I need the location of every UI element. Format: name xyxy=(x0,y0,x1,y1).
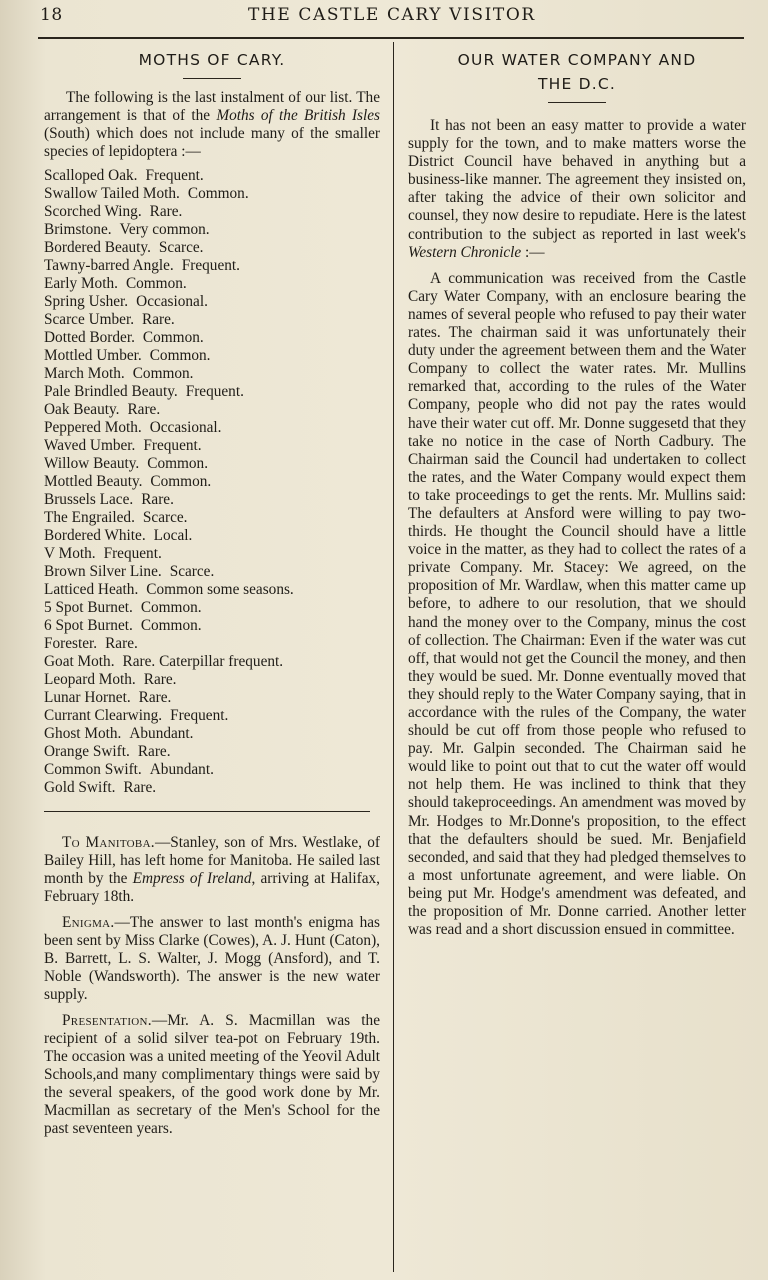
moth-status: Rare. xyxy=(143,671,177,688)
moth-status: Common. xyxy=(149,347,211,364)
moth-name: Scorched Wing. xyxy=(44,203,142,220)
moth-name: Tawny-barred Angle. xyxy=(44,257,174,274)
water-title-rule xyxy=(548,102,606,103)
moth-name: V Moth. xyxy=(44,545,96,562)
moth-status: Frequent. xyxy=(145,167,204,184)
moth-name: 6 Spot Burnet. xyxy=(44,617,133,634)
water-title-line1: OUR WATER COMPANY AND xyxy=(457,51,697,69)
moth-name: Bordered White. xyxy=(44,527,146,544)
moth-name: Mottled Beauty. xyxy=(44,473,143,490)
moth-status: Common. xyxy=(147,455,209,472)
moth-name: Leopard Moth. xyxy=(44,671,136,688)
right-column xyxy=(408,48,746,939)
moth-name: Oak Beauty. xyxy=(44,401,120,418)
moth-status: Rare. xyxy=(137,743,171,760)
moth-name: Brown Silver Line. xyxy=(44,563,162,580)
moth-name: Early Moth. xyxy=(44,275,118,292)
moth-list-item xyxy=(44,401,380,419)
moth-name: Lunar Hornet. xyxy=(44,689,131,706)
moth-status: Rare. xyxy=(142,311,175,328)
moth-list-item xyxy=(44,527,380,545)
moth-name: Ghost Moth. xyxy=(44,725,122,742)
moth-list-item xyxy=(44,455,380,473)
moth-status: Rare. xyxy=(141,491,174,508)
moth-name: Swallow Tailed Moth. xyxy=(44,185,180,202)
moth-list-item xyxy=(44,257,380,275)
moth-list-item xyxy=(44,635,380,653)
moth-status: Very common. xyxy=(119,221,210,238)
moth-list-item xyxy=(44,239,380,257)
moths-title-rule xyxy=(183,78,241,79)
moth-list-item xyxy=(44,599,380,617)
note-head: Presentation. xyxy=(62,1012,152,1029)
moth-status: Rare. xyxy=(123,779,157,796)
moth-list-item xyxy=(44,743,380,761)
moth-name: Bordered Beauty. xyxy=(44,239,151,256)
moth-list-item xyxy=(44,437,380,455)
moth-list-item xyxy=(44,581,380,599)
moth-list-item xyxy=(44,491,380,509)
moths-list xyxy=(44,167,380,797)
moth-status: Rare. xyxy=(149,203,183,220)
moth-name: Gold Swift. xyxy=(44,779,116,796)
moth-name: Goat Moth. xyxy=(44,653,115,670)
moth-status: Rare. xyxy=(127,401,161,418)
note-head: To Manitoba. xyxy=(62,834,155,851)
moth-name: Scarce Umber. xyxy=(44,311,135,328)
moth-name: The Engrailed. xyxy=(44,509,135,526)
moth-list-item xyxy=(44,653,380,671)
moth-list-item xyxy=(44,221,380,239)
moth-status: Scarce. xyxy=(158,239,204,256)
moth-name: March Moth. xyxy=(44,365,125,382)
moth-name: Peppered Moth. xyxy=(44,419,142,436)
moth-name: Currant Clearwing. xyxy=(44,707,163,724)
moth-name: Common Swift. xyxy=(44,761,142,778)
moth-name: Spring Usher. xyxy=(44,293,129,310)
moth-list-item xyxy=(44,347,380,365)
moth-name: Willow Beauty. xyxy=(44,455,140,472)
moth-name: 5 Spot Burnet. xyxy=(44,599,133,616)
running-title: THE CASTLE CARY VISITOR xyxy=(248,5,536,25)
moth-list-item xyxy=(44,203,380,221)
moth-status: Common. xyxy=(140,599,202,616)
moth-list-item xyxy=(44,761,380,779)
moth-name: Brussels Lace. xyxy=(44,491,134,508)
water-title-line2: THE D.C. xyxy=(537,75,617,93)
moth-list-item xyxy=(44,617,380,635)
moth-status: Rare. Caterpillar frequent. xyxy=(122,653,284,670)
moth-name: Orange Swift. xyxy=(44,743,130,760)
moth-status: Frequent. xyxy=(103,545,162,562)
water-title xyxy=(408,48,746,96)
moth-list-item xyxy=(44,509,380,527)
water-paragraph-1: It has not been an easy matter to provide a water supply for the town, and to make matters worse the District Council have behaved in anything but a business-like manner. The agreement they insisted on, after taking the advice of their own solicitor and counsel, they now desire to repudiate. Here is the latest contribution to the subject as reported in last week's Western Chronicle :— xyxy=(408,117,746,261)
moth-list-item xyxy=(44,275,380,293)
moth-status: Common some seasons. xyxy=(146,581,294,598)
column-divider xyxy=(393,42,394,1272)
note-presentation: Presentation.—Mr. A. S. Macmillan was the recipient of a solid silver tea-pot on February 19th. The occasion was a united meeting of the Yeovil Adult Schools,and many complimentary things were said by the several speakers, of the good work done by Mr. Macmillan as secretary of the Men's School for the past seventeen years. xyxy=(44,1012,380,1137)
moth-status: Local. xyxy=(153,527,193,544)
moth-status: Abundant. xyxy=(129,725,194,742)
moth-list-item xyxy=(44,383,380,401)
moth-status: Frequent. xyxy=(170,707,229,724)
moth-status: Common. xyxy=(142,329,204,346)
moth-status: Common. xyxy=(125,275,187,292)
moth-list-item xyxy=(44,311,380,329)
left-column xyxy=(44,48,380,1146)
moth-list-item xyxy=(44,707,380,725)
moth-list-item xyxy=(44,473,380,491)
note-manitoba: To Manitoba.—Stanley, son of Mrs. Westlake, of Bailey Hill, has left home for Manitoba. He sailed last month by the Empress of Ireland, arriving at Halifax, February 18th. xyxy=(44,834,380,905)
moth-status: Common. xyxy=(150,473,212,490)
moth-status: Frequent. xyxy=(185,383,244,400)
moths-title: MOTHS OF CARY. xyxy=(138,51,286,69)
moth-list-item xyxy=(44,167,380,185)
moth-status: Scarce. xyxy=(169,563,215,580)
water-paragraph-2: A communication was received from the Castle Cary Water Company, with an enclosure bearing the names of several people who refused to pay their water rates. The chairman said it was unfortunately their duty under the agreement between them and the Water Company to collect the water rates. Mr. Mullins remarked that, according to the rules of the Water Company, people who did not pay the rates would have their water cut off. Mr. Donne suggesetd that they take no notice in the case of North Cadbury. The Chairman said the Council had undertaken to collect the rates, and the Water Company would expect them to take proceedings to get the rents. Mr. Mullins said: The defaulters at Ansford were willing to pay two-thirds. He thought the Council should have a little voice in the matter, as they had to collect the rates of a private Company. Mr. Stacey: We agreed, on the proposition of Mr. Wardlaw, when this matter came up before, to adhere to our resolution, that we should hand the money over to the Company, minus the cost of collection. The Chairman: Even if the water was cut off, that would not get the Council the money, and then they would be sued. Mr. Donne eventually moved that they should reply to the Water Company saying, that in accordance with the rules of the Company, the water should be cut off from those people who refused to pay. Mr. Galpin seconded. The Chairman said he would like to point out that to cut the water off would not help them. He was inclined to think that they should takeproceedings. An amendment was moved by Mr. Hodges to Mr.Donne's proposition, to the effect that the defaulters should be sued. Mr. Benjafield seconded, and said that they had pledged themselves to a most unfortunate agreement, and were liable. On being put Mr. Hodge's amendment was defeated, and the proposition of Mr. Donne carried. Another letter was read and a short discussion ensued in committee. xyxy=(408,269,746,939)
moth-list-item xyxy=(44,293,380,311)
section-separator xyxy=(44,811,370,812)
note-head: Enigma. xyxy=(62,914,115,931)
moth-name: Latticed Heath. xyxy=(44,581,139,598)
moth-status: Abundant. xyxy=(149,761,214,778)
moths-intro: The following is the last instalment of our list. The arrangement is that of the Moths of the British Isles (South) which does not include many of the smaller species of lepidoptera :— xyxy=(44,89,380,160)
moth-name: Waved Umber. xyxy=(44,437,136,454)
moth-status: Rare. xyxy=(138,689,172,706)
page-number: 18 xyxy=(40,5,63,25)
note-enigma: Enigma.—The answer to last month's enigma has been sent by Miss Clarke (Cowes), A. J. Hunt (Caton), B. Barrett, L. S. Walter, J. Mogg (Ansford), and T. Noble (Wandsworth). The answer is the new water supply. xyxy=(44,914,380,1003)
moth-list-item xyxy=(44,365,380,383)
moth-list-item xyxy=(44,329,380,347)
moth-list-item xyxy=(44,725,380,743)
moth-status: Common. xyxy=(187,185,249,202)
moth-list-item xyxy=(44,419,380,437)
moth-list-item xyxy=(44,671,380,689)
moth-status: Common. xyxy=(140,617,202,634)
moth-name: Dotted Border. xyxy=(44,329,135,346)
moth-list-item xyxy=(44,545,380,563)
moth-name: Brimstone. xyxy=(44,221,112,238)
moth-name: Scalloped Oak. xyxy=(44,167,138,184)
page-header xyxy=(0,0,768,34)
moth-name: Forester. xyxy=(44,635,98,652)
moth-name: Mottled Umber. xyxy=(44,347,142,364)
moth-status: Occasional. xyxy=(149,419,222,436)
moth-status: Common. xyxy=(132,365,194,382)
moth-name: Pale Brindled Beauty. xyxy=(44,383,178,400)
moth-status: Rare. xyxy=(105,635,138,652)
moth-status: Frequent. xyxy=(181,257,240,274)
moth-list-item xyxy=(44,689,380,707)
moth-list-item xyxy=(44,779,380,797)
header-rule xyxy=(38,37,744,39)
moth-list-item xyxy=(44,563,380,581)
moth-status: Scarce. xyxy=(142,509,188,526)
moth-status: Occasional. xyxy=(136,293,208,310)
moth-status: Frequent. xyxy=(143,437,202,454)
moth-list-item xyxy=(44,185,380,203)
